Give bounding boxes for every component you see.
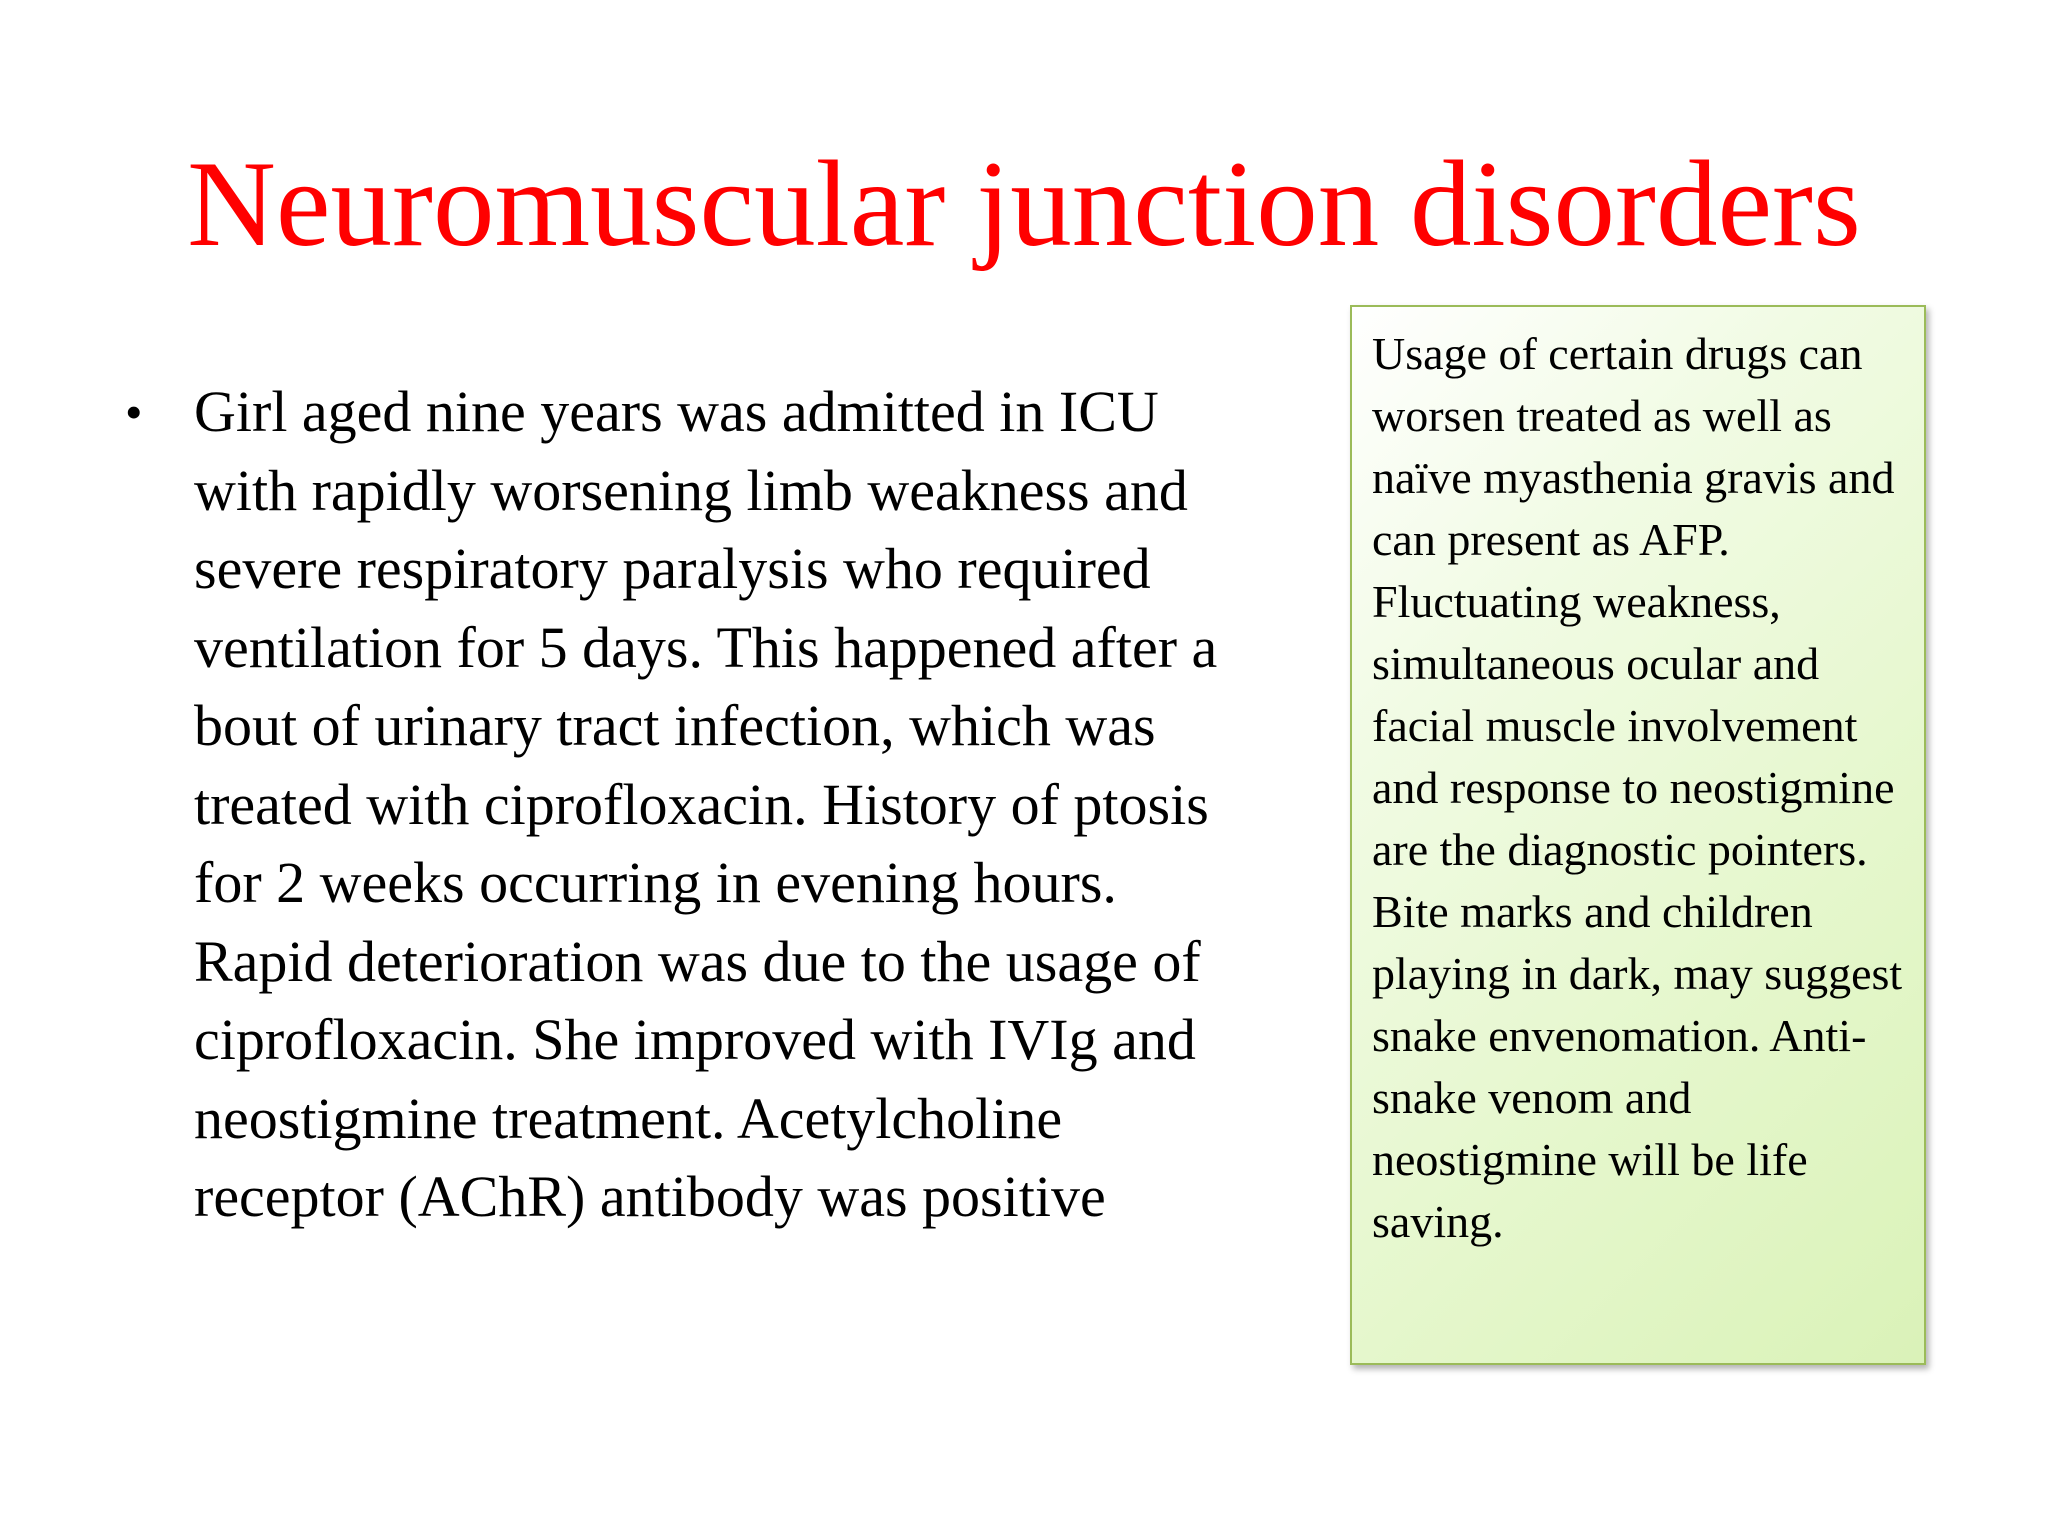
- slide-title: Neuromuscular junction disorders: [187, 135, 1861, 272]
- bullet-list: [120, 373, 1250, 1237]
- bullet-icon: •: [125, 384, 143, 440]
- diagnostic-pointers-box: [1350, 305, 1926, 1365]
- diagnostic-pointers-text: Usage of certain drugs can worsen treated as well as naïve myasthenia gravis and can present as AFP. Fluctuating weakness, simultaneous ocular and facial muscle involvement and response to neostigmine are the diagnostic pointers. Bite marks and children playing in dark, may suggest snake envenomation. Anti-snake venom and neostigmine will be life saving.: [1372, 328, 1903, 1247]
- case-description-bullet: [120, 373, 1250, 1237]
- case-description-text: Girl aged nine years was admitted in ICU with rapidly worsening limb weakness and severe respiratory paralysis who required ventilation for 5 days. This happened after a bout of urinary tract infection, which was treated with ciprofloxacin. History of ptosis for 2 weeks occurring in evening hours. Rapid deterioration was due to the usage of ciprofloxacin. She improved with IVIg and neostigmine treatment. Acetylcholine receptor (AChR) antibody was positive: [194, 379, 1218, 1229]
